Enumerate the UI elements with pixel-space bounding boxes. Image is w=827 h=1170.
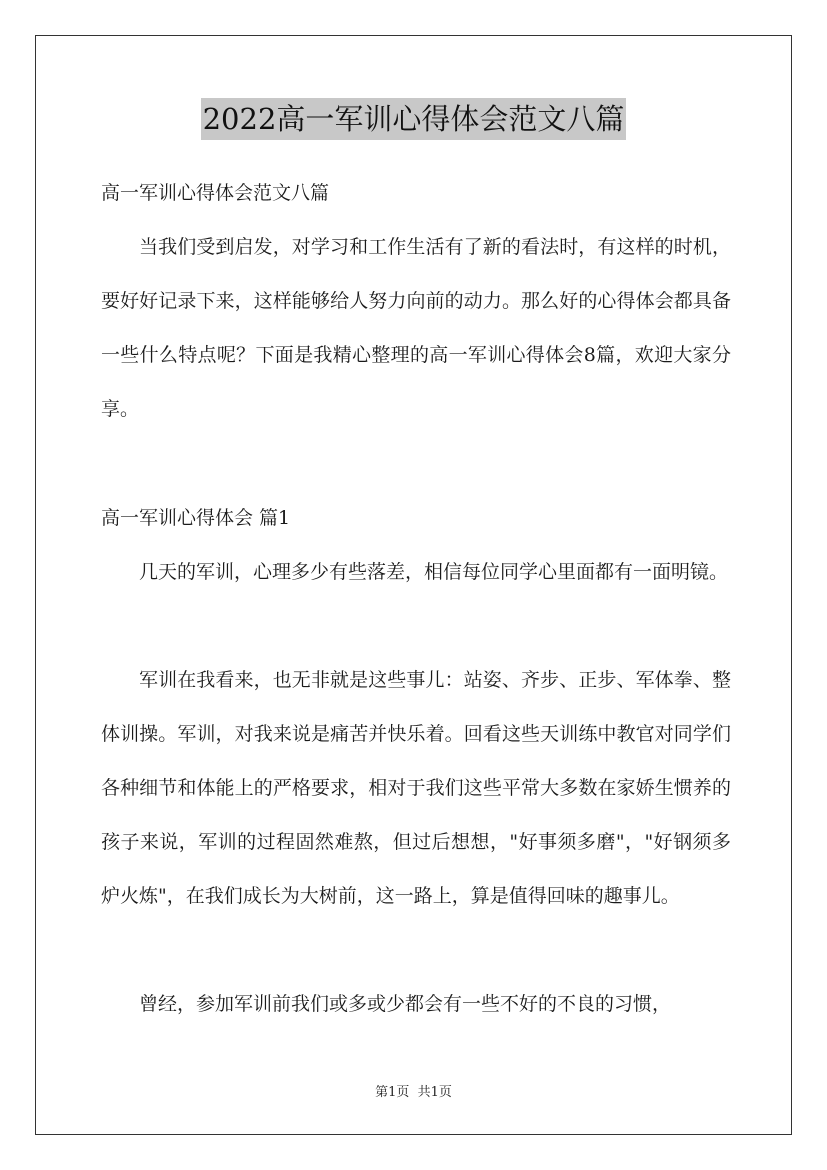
intro-paragraph: 当我们受到启发，对学习和工作生活有了新的看法时，有这样的时机，要好好记录下来，这样能够给人努力向前的动力。那么好的心得体会都具备一些什么特点呢？下面是我精心整理的高一军训心得体会8篇，欢迎大家分享。	[101, 236, 731, 420]
page-number: 第1页	[375, 1085, 410, 1100]
document-subtitle: 高一军训心得体会范文八篇	[101, 182, 330, 204]
document-title: 2022高一军训心得体会范文八篇	[201, 98, 627, 140]
page-footer	[0, 1081, 827, 1100]
title-area	[0, 98, 827, 140]
body-paragraph: 几天的军训，心理多少有些落差，相信每位同学心里面都有一面明镜。	[139, 561, 729, 583]
body-paragraph: 曾经，参加军训前我们或多或少都会有一些不好的不良的习惯，	[139, 993, 672, 1015]
body-paragraph: 军训在我看来，也无非就是这些事儿：站姿、齐步、正步、军体拳、整体训操。军训，对我来说是痛苦并快乐着。回看这些天训练中教官对同学们各种细节和体能上的严格要求，相对于我们这些平常大多数在家娇生惯养的孩子来说，军训的过程固然难熬，但过后想想，"好事须多磨"，"好钢须多炉火炼"，在我们成长为大树前，这一路上，算是值得回味的趣事儿。	[101, 669, 731, 907]
section-heading: 高一军训心得体会 篇1	[101, 507, 291, 529]
page-total: 共1页	[417, 1085, 452, 1100]
